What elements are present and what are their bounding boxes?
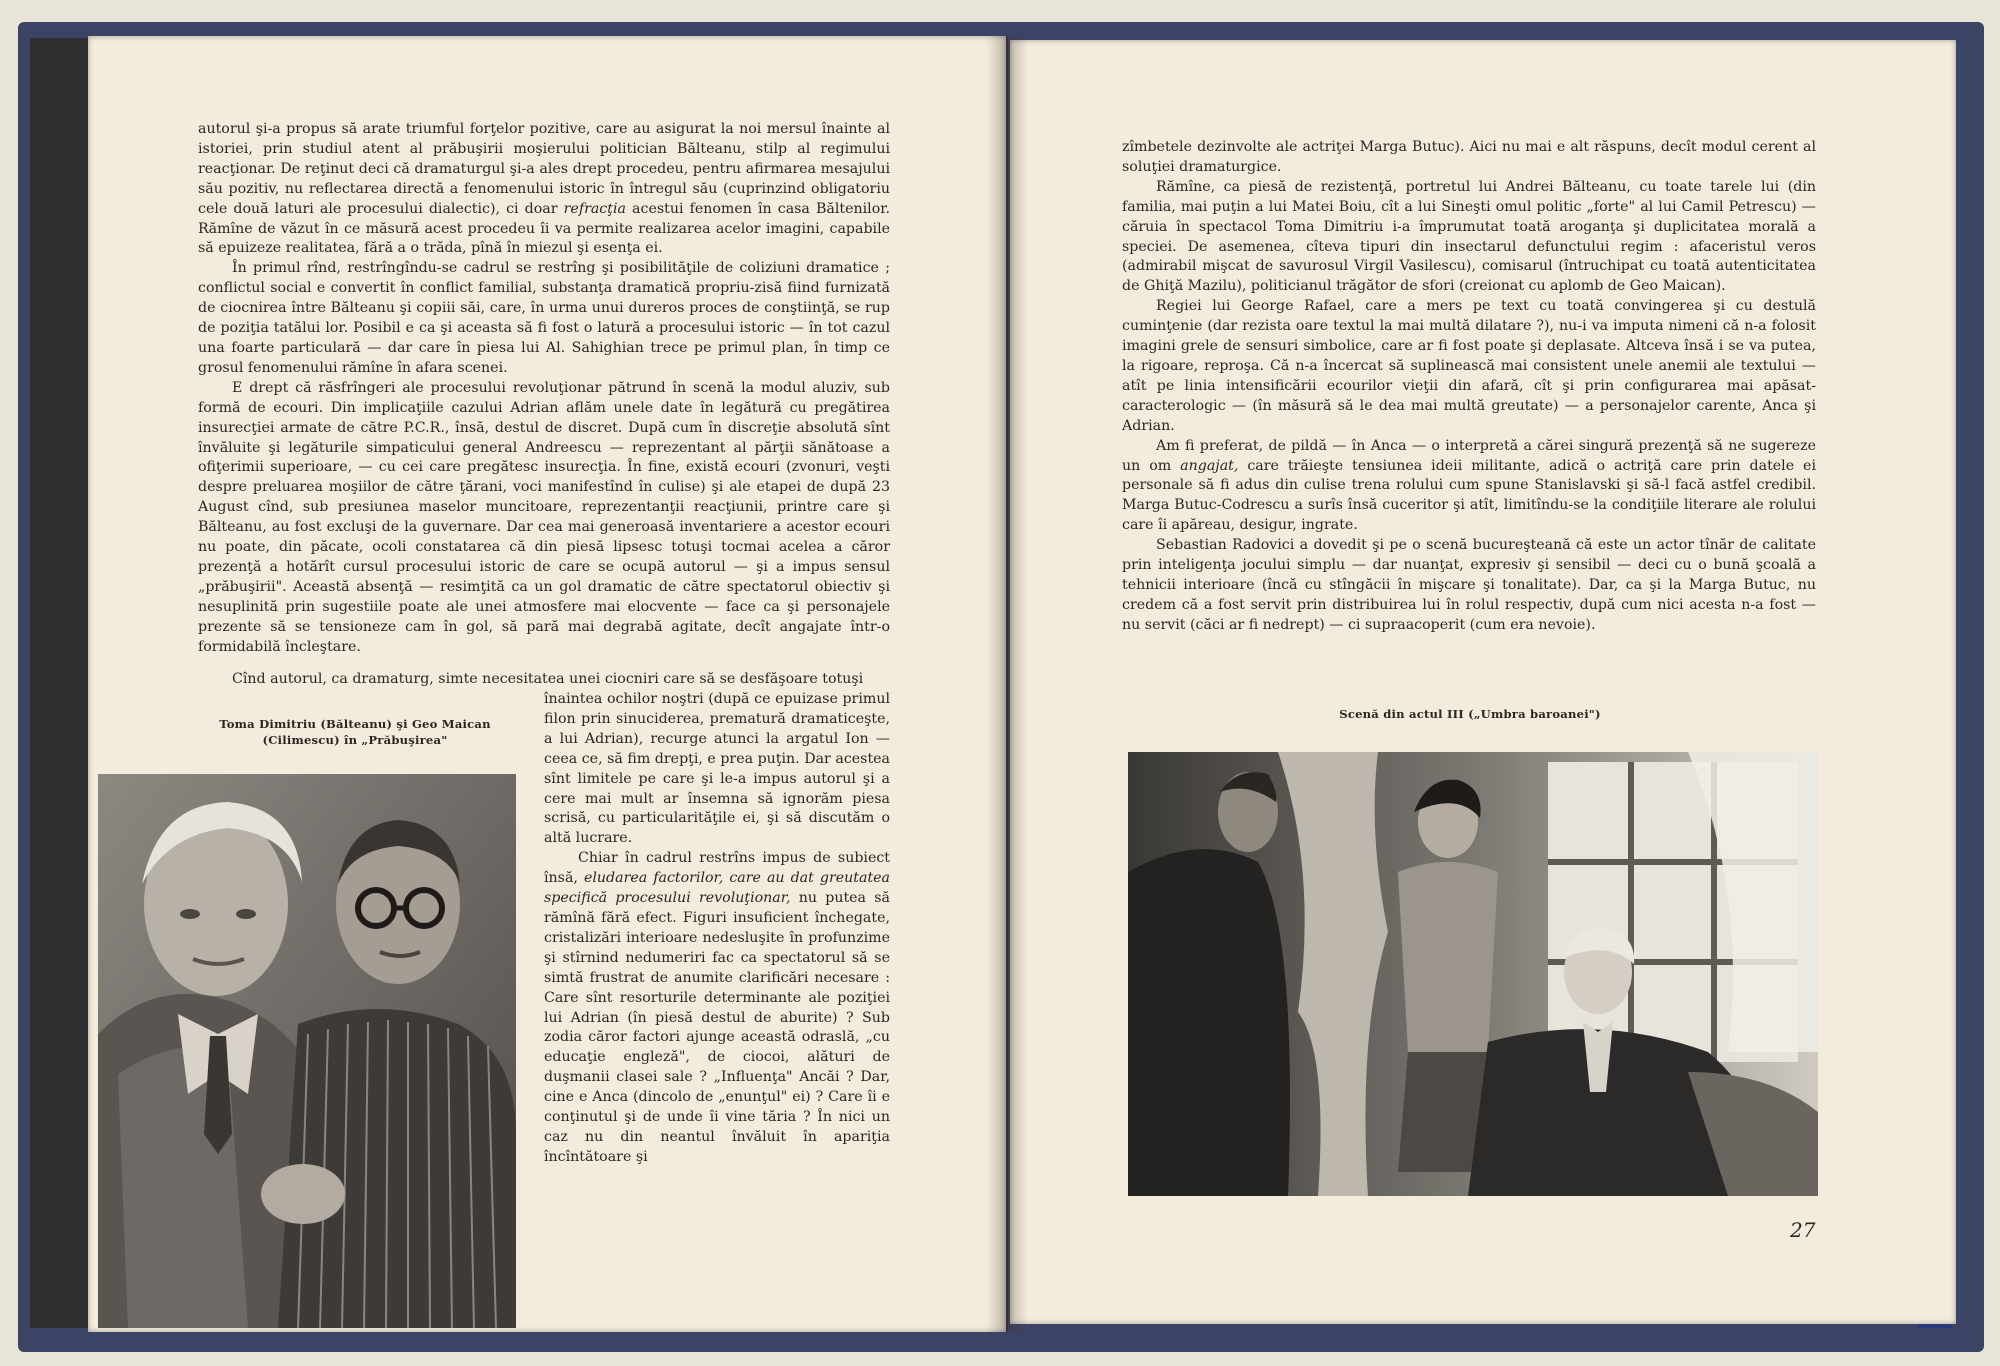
emphasis-text: eludarea factorilor, care au dat greutatea specifică procesului revoluţionar, xyxy=(544,870,890,907)
paragraph-text: înaintea ochilor noştri (după ce epuizase primul filon prin sinuciderea, prematură dramaticeşte, a lui Adrian), recurge atunci la argatul Ion — ceea ce, să fim drepţi, e prea puţin. Dar acestea sînt limitele pe care şi le-a impus autorul şi a cere mai mult ar însemna să ignorăm piesa scrisă, cu particularităţile ei, şi să discutăm o altă lucrare. xyxy=(544,691,890,847)
page-number: 27 xyxy=(1790,1218,1816,1242)
paragraph xyxy=(198,120,890,259)
left-text-column-top xyxy=(198,120,890,657)
photo-caption-right: Scenă din actul III („Umbra baroanei") xyxy=(1339,707,1601,721)
right-text-column xyxy=(1122,138,1816,636)
left-text-column-bottom xyxy=(544,690,890,1168)
paragraph xyxy=(198,259,890,378)
paragraph-text-tail: acestui fenomen în casa Băltenilor. Rămîne de văzut în ce măsură acest procedeu îi va permite realizarea acelor imagini, capabile să epuizeze realitatea, fără a o trăda, pînă în miezul şi esenţa ei. xyxy=(198,200,890,257)
photo-stage-scene xyxy=(1128,752,1818,1196)
emphasis-text: angajat, xyxy=(1180,457,1239,474)
paragraph-text: În primul rînd, restrîngîndu-se cadrul se restrîng şi posibilităţile de coliziuni dramatice ; conflictul social e convertit în conflict familial, substanţa dramatică propriu-zisă fiind furnizată de ciocnirea între Bălteanu şi copiii săi, care, în urma unui dureros proces de conştiinţă, se rup de poziţia tatălui lor. Posibil e ca şi aceasta să fi fost o latură a procesului istoric — în tot cazul una foarte particulară — dar care în piesa lui Al. Sahighian trece pe primul plan, în timp ce grosul fenomenului rămîne în afara scenei. xyxy=(198,260,890,376)
emphasis-text: refracţia xyxy=(563,200,626,217)
paragraph xyxy=(198,379,890,658)
paragraph xyxy=(1122,178,1816,297)
book-gutter xyxy=(986,36,1028,1332)
paragraph xyxy=(1122,297,1816,436)
spine-strip xyxy=(30,38,88,1328)
photo-two-actors xyxy=(98,774,516,1328)
paragraph-text: E drept că răsfrîngeri ale procesului revoluţionar pătrund în scenă la modul aluziv, sub formă de ecouri. Din implicaţiile cazului Adrian aflăm unele date în legătură cu pregătirea insurecţiei armate de către P.C.R., însă, destul de discret. După cum în discreţie absolută sînt învăluite şi legăturile simpaticului general Andreescu — reprezentant al părţii sănătoase a ofiţerimii superioare, — cu cei care pregătesc insurecţia. În fine, există ecouri (zvonuri, veşti despre preluarea moşiilor de către ţărani, voci manifestînd în culise) şi ale etapei de după 23 August cînd, sub presiunea maselor muncitoare, reprezentanţii reacţiunii, printre care şi Bălteanu, au fost excluşi de la guvernare. Dar cea mai generoasă inventariere a acestor ecouri nu poate, din păcate, ocoli constatarea că din piesă lipsesc totuşi tocmai acelea a căror prezenţă a hotărît cursul procesului istoric de care se ocupă autorul — şi a impus sensul „prăbuşirii". Această absenţă — resimţită ca un gol dramatic de către spectatorul obiectiv şi nesuplinită prin sugestiile poate ale unei atmosfere mai elocvente — face ca şi personajele prezente să se tensioneze cam în gol, să pară mai degrabă agitate, decît angajate într-o formidabilă încleştare. xyxy=(198,379,890,655)
paragraph xyxy=(544,849,890,1168)
left-lead-line xyxy=(198,670,890,690)
paragraph-text-tail: care trăieşte tensiunea ideii militante, adică o actriţă care prin datele ei personale să fi adus din culise trena rolului cum spune Stanislavski şi să-l facă astfel credibil. Marga Butuc-Codrescu a surîs însă cuceritor şi atît, limitîndu-se la condiţiile literare ale rolului care îi apăreau, desigur, ingrate. xyxy=(1122,457,1816,534)
paragraph-text: Am fi preferat, de pildă — în Anca — o interpretă a cărei singură prezenţă să ne sugereze un om xyxy=(1122,437,1816,474)
paragraph xyxy=(1122,138,1816,178)
paragraph-text: zîmbetele dezinvolte ale actriţei Marga Butuc). Aici nu mai e alt răspuns, decît modul cerent al soluţiei dramaturgice. xyxy=(1122,139,1816,175)
paragraph-text: Regiei lui George Rafael, care a mers pe text cu toată convingerea şi cu destulă cuminţenie (dar rezista oare textul la mai multă dilatare ?), nu-i va imputa nimeni că n-a folosit imagini grele de sensuri simbolice, care ar fi fost poate şi deplasate. Altceva însă i se va putea, la rigoare, reproşa. Că n-a încercat să suplinească mai consistent unele anemii ale textului — atît pe linia intensificării ecourilor vieţii din afară, cît şi prin configurarea mai apăsat-caracterologic — (în măsură să le dea mai multă greutate) — a personajelor carente, Anca şi Adrian. xyxy=(1122,298,1816,434)
paragraph-text-tail: nu putea să rămînă fără efect. Figuri insuficient închegate, cristalizări interioare nedesluşite în profunzime şi stîrnind nedumeriri fac ca spectatorul să se simtă frustrat de anumite clarificări necesare : Care sînt resorturile determinante ale poziţiei lui Adrian (în piesă destul de aburite) ? Sub zodia căror factori ajunge această odraslă, „cu educaţie engleză", de ciocoi, alături de duşmanii clasei sale ? „Influenţa" Ancăi ? Dar, cine e Anca (dincolo de „enunţul" ei) ? Care îi e conţinutul şi de unde îi vine tăria ? În nici un caz nu din neantul învăluit în apariţia încîntătoare şi xyxy=(544,890,890,1165)
paragraph-text: Rămîne, ca piesă de rezistenţă, portretul lui Andrei Bălteanu, cu toate tarele lui (din familia, mai puţin a lui Matei Boiu, cît a lui Sineşti omul politic „forte" al lui Camil Petrescu) — căruia în spectacol Toma Dimitriu i-a împrumutat toată aroganţa şi duplicitatea morală a speciei. De asemenea, cîteva tipuri din insectarul defunctului regim : afaceristul veros (admirabil mişcat de savurosul Virgil Vasilescu), comisarul (întruchipat cu toată autenticitatea de Ghiţă Mazilu), politicianul trăgător de sfori (creionat cu aplomb de Geo Maican). xyxy=(1122,178,1816,295)
paragraph-text: Sebastian Radovici a dovedit şi pe o scenă bucureşteană că este un actor tînăr de calitate prin inteligenţa jocului simplu — dar nuanţat, expresiv şi sensibil — deci cu o bună şcoală a tehnicii interioare (încă cu stîngăcii în mişcare şi tonalitate). Dar, ca şi la Marga Butuc, nu credem că a fost servit prin distribuirea lui în rolul respectiv, după cum nici acesta n-a fost — nu servit (căci ar fi nedrept) — ci supraacoperit (cum era nevoie). xyxy=(1122,537,1816,633)
paragraph xyxy=(1122,437,1816,537)
paragraph xyxy=(544,690,890,849)
lead-paragraph: Cînd autorul, ca dramaturg, simte necesitatea unei ciocniri care să se desfăşoare totuşi xyxy=(232,671,864,687)
photo-stage-scene-illustration xyxy=(1128,752,1818,1196)
photo-caption-left: Toma Dimitriu (Bălteanu) şi Geo Maican (Cilimescu) în „Prăbuşirea" xyxy=(219,717,491,747)
paragraph-text: autorul şi-a propus să arate triumful forţelor pozitive, care au asigurat la noi mersul înainte al istoriei, prin studiul atent al prăbuşirii moşierului politician Bălteanu, stilp al regimului reacţionar. De reţinut deci că dramaturgul şi-a ales drept procedeu, pentru afirmarea mesajului său pozitiv, nu reflectarea directă a fenomenului istoric în întregul său (cuprinzind obligatoriu cele două laturi ale procesului dialectic), ci doar xyxy=(198,121,890,217)
paragraph xyxy=(1122,536,1816,636)
paragraph-text: Chiar în cadrul restrîns impus de subiect însă, xyxy=(544,850,890,887)
photo-two-actors-illustration xyxy=(98,774,516,1328)
